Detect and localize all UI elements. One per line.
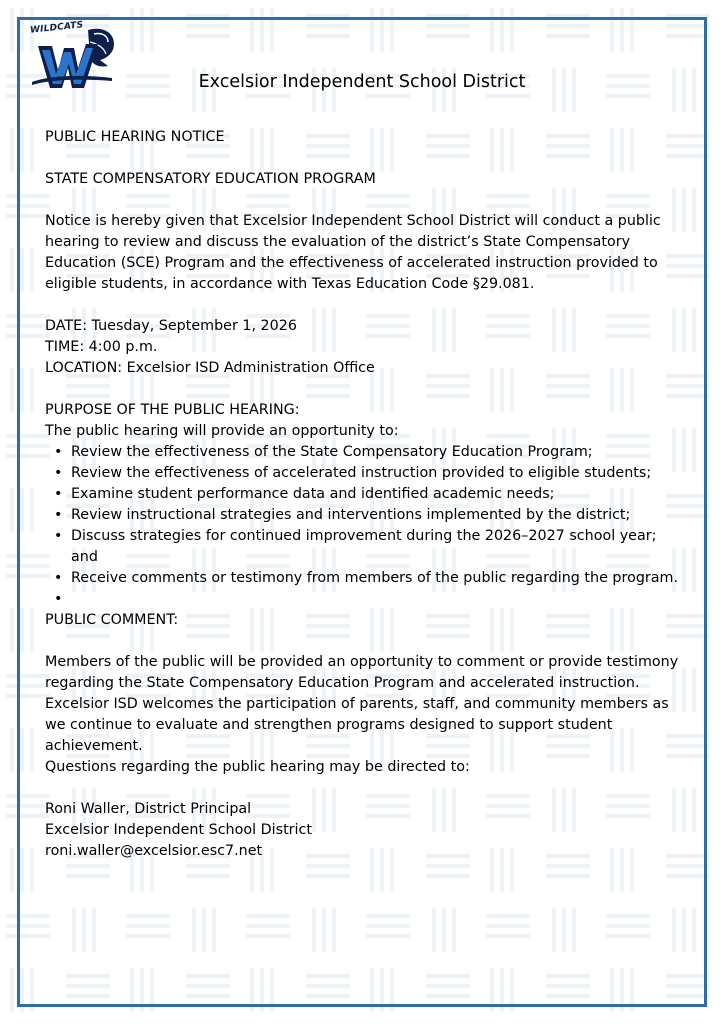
notice-body	[45, 127, 685, 862]
contact-email: roni.waller@excelsior.esc7.net	[45, 843, 263, 859]
purpose-list	[45, 442, 685, 610]
contact-organization: Excelsior Independent School District	[45, 822, 312, 838]
list-item-empty	[45, 589, 685, 610]
list-item: • Review the effectiveness of the State Compensatory Education Program;	[45, 442, 685, 463]
intro-paragraph: Notice is hereby given that Excelsior Independent School District will conduct a public hearing to review and discuss the evaluation of the district’s State Compensatory Education (SCE) Program and the effectiveness of accelerated instruction provided to eligible students, in accordance with Texas Education Code §29.081.	[45, 213, 661, 292]
hearing-location: LOCATION: Excelsior ISD Administration Office	[45, 360, 375, 376]
contact-name: Roni Waller, District Principal	[45, 801, 252, 817]
purpose-heading: PURPOSE OF THE PUBLIC HEARING:	[45, 402, 300, 418]
comment-paragraph: Members of the public will be provided an opportunity to comment or provide testimony regarding the State Compensatory Education Program and accelerated instruction.	[45, 654, 679, 691]
comment-heading: PUBLIC COMMENT:	[45, 612, 179, 628]
program-heading: STATE COMPENSATORY EDUCATION PROGRAM	[45, 171, 376, 187]
purpose-intro: The public hearing will provide an opportunity to:	[45, 423, 399, 439]
questions-paragraph: Questions regarding the public hearing may be directed to:	[45, 759, 470, 775]
list-item: • Review instructional strategies and interventions implemented by the district;	[45, 505, 685, 526]
district-title: Excelsior Independent School District	[198, 72, 526, 92]
notice-heading: PUBLIC HEARING NOTICE	[45, 129, 225, 145]
hearing-time: TIME: 4:00 p.m.	[45, 339, 158, 355]
welcome-paragraph: Excelsior ISD welcomes the participation of parents, staff, and community members as we continue to evaluate and strengthen programs designed to support student achievement.	[45, 696, 669, 754]
list-item: • Receive comments or testimony from members of the public regarding the program.	[45, 568, 685, 589]
list-item: • Examine student performance data and identified academic needs;	[45, 484, 685, 505]
list-item: • Review the effectiveness of accelerated instruction provided to eligible students;	[45, 463, 685, 484]
list-item: • Discuss strategies for continued improvement during the 2026–2027 school year; and	[45, 526, 685, 568]
logo-wordmark: WILDCATS	[29, 20, 84, 36]
hearing-date: DATE: Tuesday, September 1, 2026	[45, 318, 297, 334]
